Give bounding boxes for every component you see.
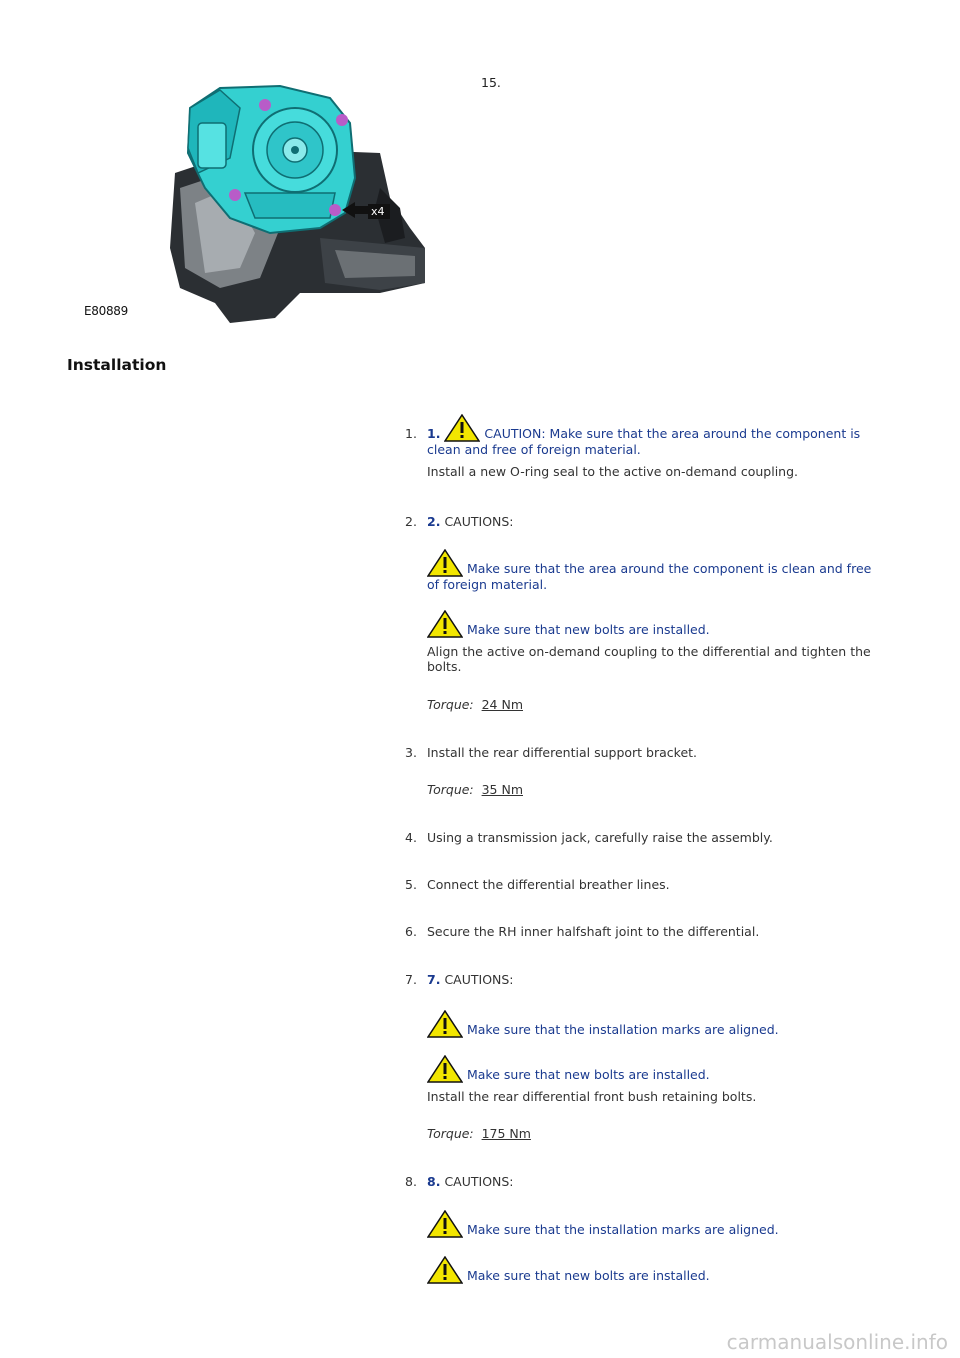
step-1-text: Install a new O-ring seal to the active on-demand coupling. bbox=[427, 464, 798, 479]
figure-step-number: 15. bbox=[481, 75, 501, 90]
step-8-caution-2 bbox=[427, 1256, 887, 1284]
step-6-text: Secure the RH inner halfshaft joint to the differential. bbox=[427, 924, 760, 939]
warning-icon bbox=[427, 610, 463, 638]
watermark[interactable]: carmanualsonline.info bbox=[726, 1330, 948, 1354]
step-2-caution-1 bbox=[427, 549, 887, 592]
step-number: 7. bbox=[405, 972, 417, 987]
step-2-text: Align the active on-demand coupling to the differential and tighten the bolts. bbox=[427, 644, 871, 674]
step-7-bold-number: 7. bbox=[427, 972, 441, 987]
step-number: 5. bbox=[405, 877, 417, 892]
step-2-head bbox=[427, 514, 887, 529]
caution-text: Make sure that new bolts are installed. bbox=[466, 1067, 710, 1082]
figure-label: E80889 bbox=[84, 304, 128, 318]
warning-icon bbox=[427, 1256, 463, 1284]
section-title: Installation bbox=[67, 356, 167, 374]
caution-text: Make sure that the area around the component is clean and free of foreign material. bbox=[427, 561, 872, 592]
step-number: 4. bbox=[405, 830, 417, 845]
step-1-bold-number: 1. bbox=[427, 426, 441, 441]
step-2-torque bbox=[427, 697, 887, 712]
step-number: 8. bbox=[405, 1174, 417, 1189]
torque-label: Torque: bbox=[427, 782, 474, 797]
caution-text: Make sure that the installation marks are aligned. bbox=[466, 1022, 779, 1037]
torque-label: Torque: bbox=[427, 697, 474, 712]
caution-text: Make sure that new bolts are installed. bbox=[466, 622, 710, 637]
step-number: 6. bbox=[405, 924, 417, 939]
torque-label: Torque: bbox=[427, 1126, 474, 1141]
cautions-heading: CAUTIONS: bbox=[444, 514, 514, 529]
callout-label: x4 bbox=[371, 205, 385, 218]
step-4-text: Using a transmission jack, carefully raise the assembly. bbox=[427, 830, 773, 845]
cautions-heading: CAUTIONS: bbox=[444, 1174, 514, 1189]
caution-text: Make sure that new bolts are installed. bbox=[466, 1268, 710, 1283]
torque-value[interactable]: 175 Nm bbox=[481, 1126, 531, 1141]
step-7-torque bbox=[427, 1126, 887, 1141]
step-8-caution-1 bbox=[427, 1210, 887, 1238]
warning-icon bbox=[427, 1010, 463, 1038]
step-5-text: Connect the differential breather lines. bbox=[427, 877, 670, 892]
step-2-caution-2 bbox=[427, 610, 887, 638]
step-3-text: Install the rear differential support bracket. bbox=[427, 745, 698, 760]
caution-text: CAUTION: Make sure that the area around the component is clean and free of foreign material. bbox=[427, 426, 861, 457]
cautions-heading: CAUTIONS: bbox=[444, 972, 514, 987]
component-illustration bbox=[80, 78, 440, 323]
warning-icon bbox=[427, 1055, 463, 1083]
step-number: 2. bbox=[405, 514, 417, 529]
warning-icon bbox=[427, 549, 463, 577]
step-7-head bbox=[427, 972, 887, 987]
step-number: 3. bbox=[405, 745, 417, 760]
step-8-head bbox=[427, 1174, 887, 1189]
step-1-caution bbox=[427, 414, 887, 457]
step-3-torque bbox=[427, 782, 887, 797]
step-2-bold-number: 2. bbox=[427, 514, 441, 529]
caution-text: Make sure that the installation marks are aligned. bbox=[466, 1222, 779, 1237]
step-7-caution-2 bbox=[427, 1055, 887, 1083]
warning-icon bbox=[444, 414, 480, 442]
torque-value[interactable]: 24 Nm bbox=[481, 697, 523, 712]
step-8-bold-number: 8. bbox=[427, 1174, 441, 1189]
step-7-text: Install the rear differential front bush retaining bolts. bbox=[427, 1089, 757, 1104]
step-number: 1. bbox=[405, 426, 417, 441]
step-7-caution-1 bbox=[427, 1010, 887, 1038]
warning-icon bbox=[427, 1210, 463, 1238]
torque-value[interactable]: 35 Nm bbox=[481, 782, 523, 797]
